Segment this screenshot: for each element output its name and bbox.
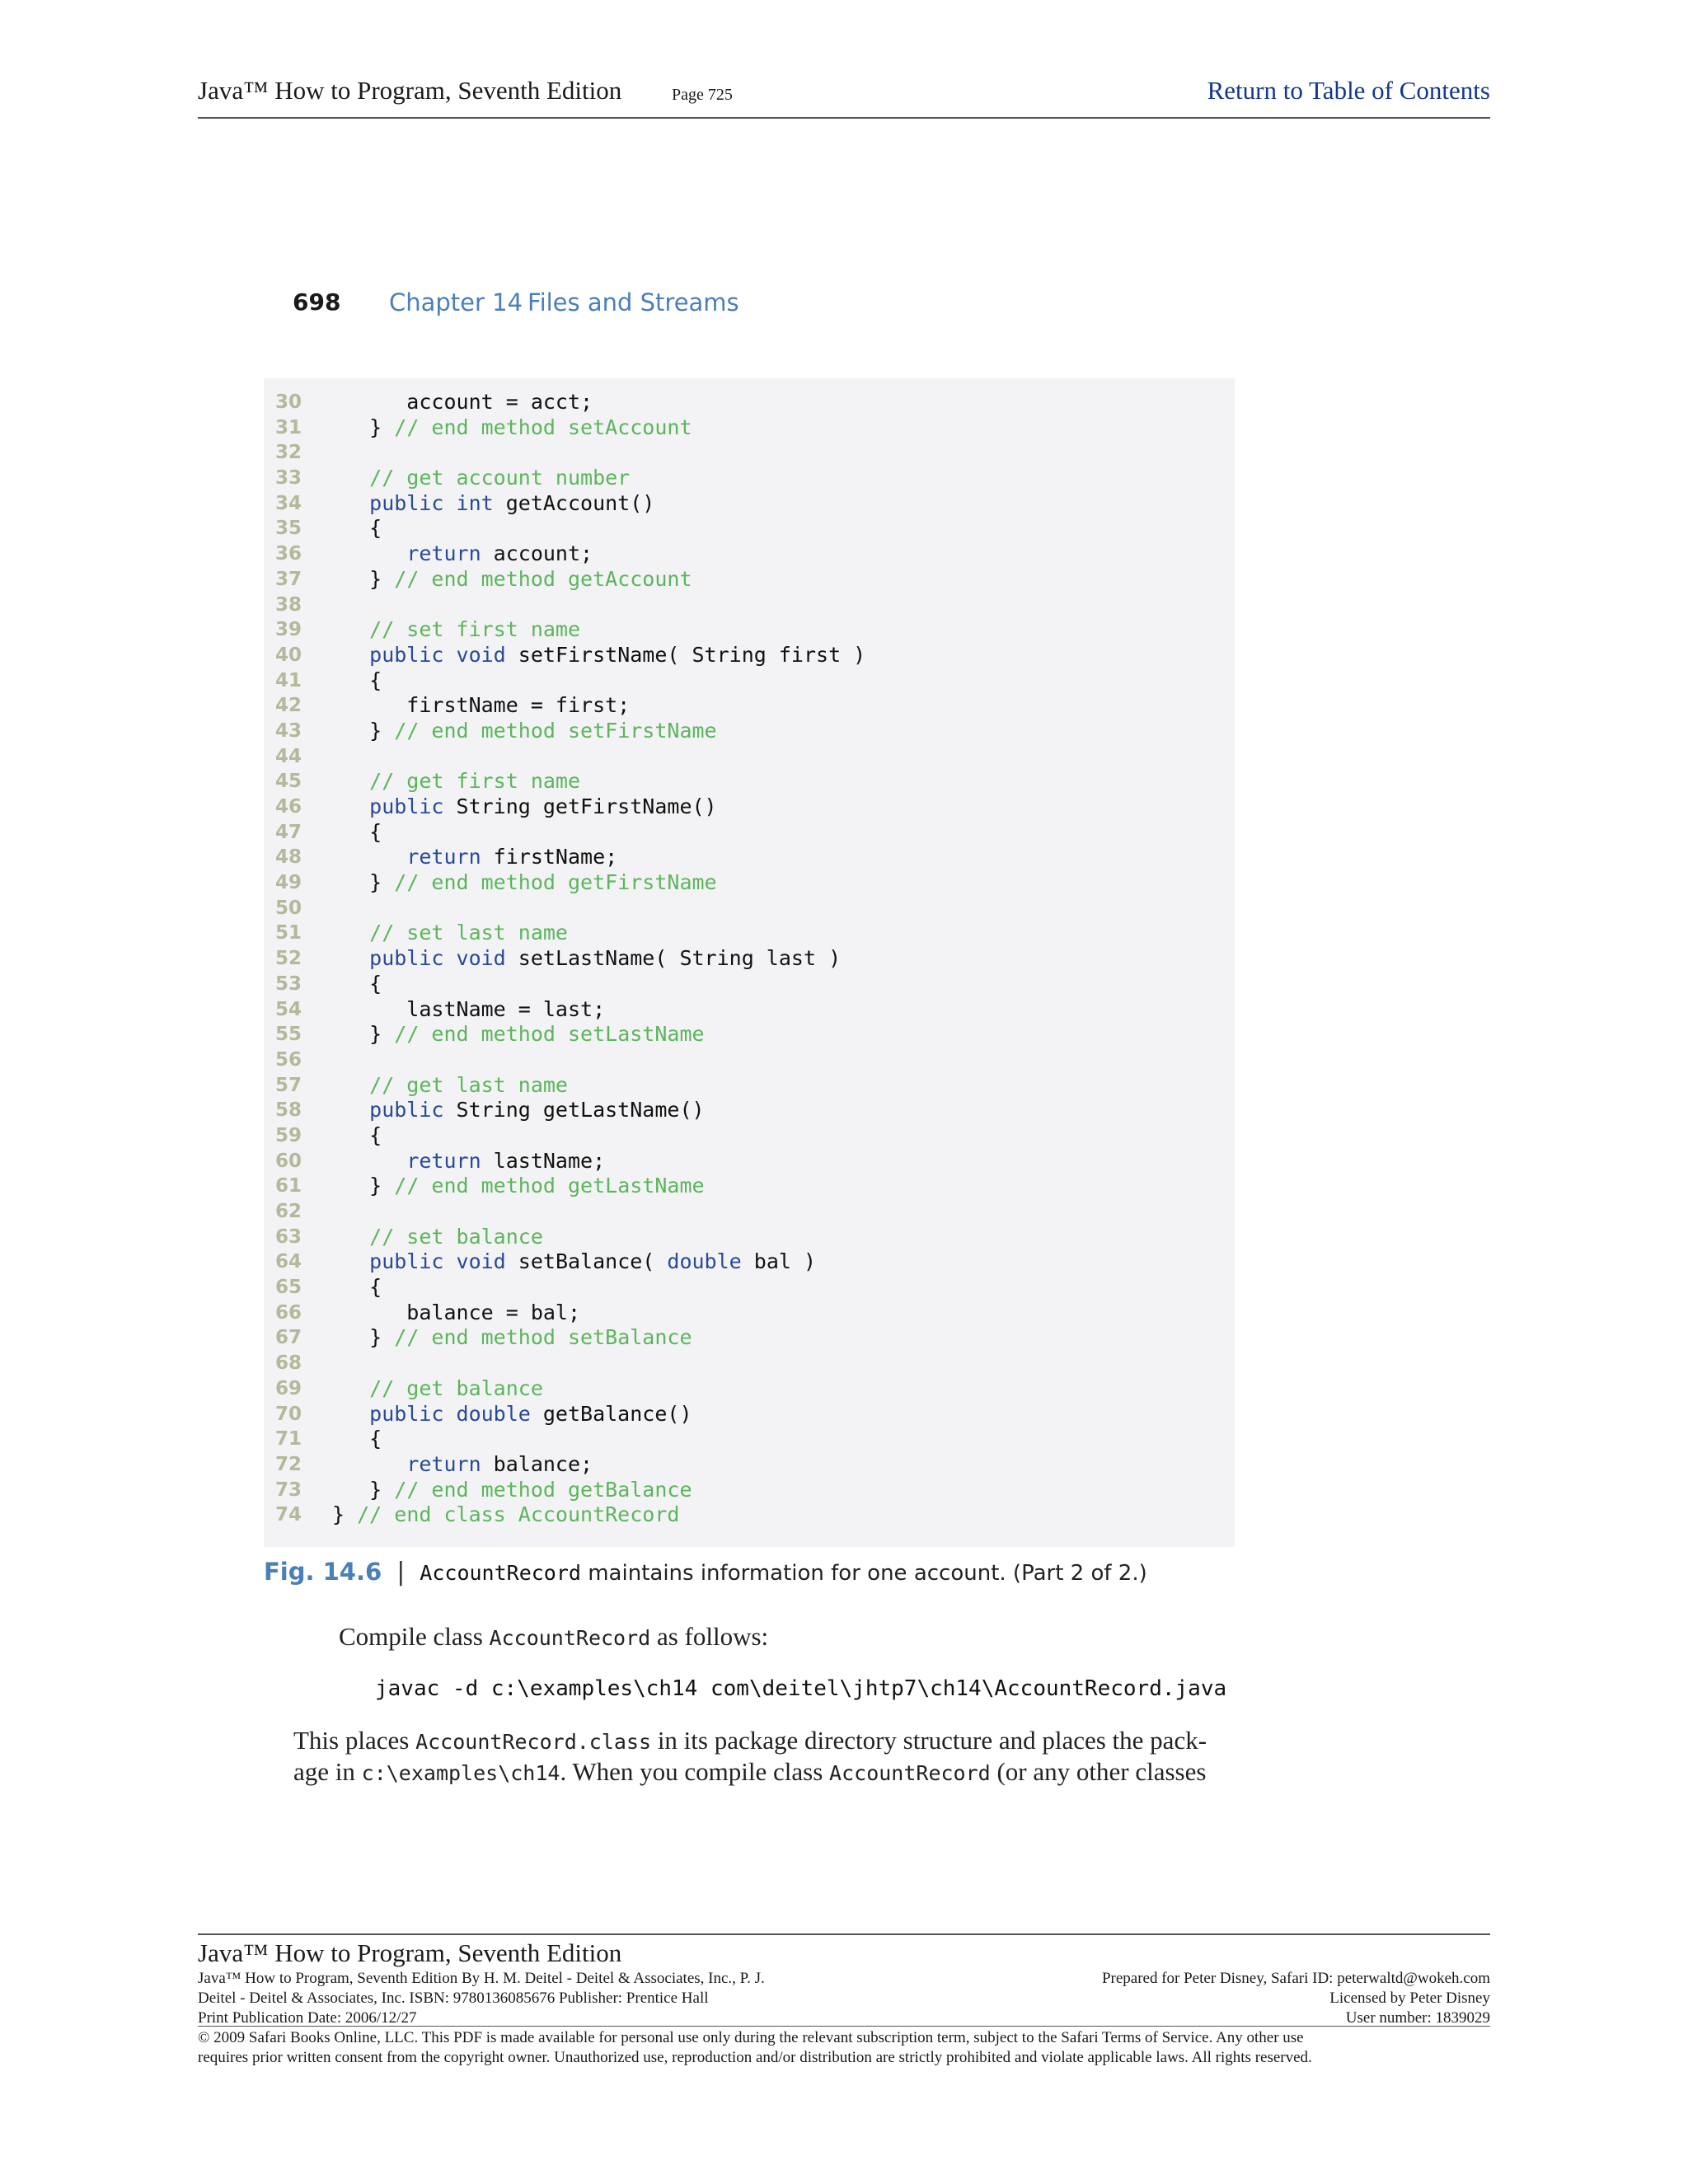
line-number: 64: [274, 1251, 302, 1273]
chapter-title: Files and Streams: [528, 288, 739, 316]
code-token: }: [332, 1477, 395, 1502]
line-number: 55: [274, 1024, 302, 1046]
code-token: String getLastName(): [443, 1098, 705, 1122]
code-token: {: [332, 1275, 382, 1300]
code-text: [332, 921, 568, 946]
code-keyword: public: [369, 794, 444, 818]
code-keyword: public double: [369, 1401, 531, 1426]
code-text: [332, 1073, 568, 1099]
code-text: [332, 617, 580, 643]
figure-caption: [264, 1558, 1147, 1586]
line-number: 47: [274, 821, 302, 843]
line-number: 60: [274, 1150, 302, 1172]
line-number: 38: [274, 593, 302, 616]
code-token: {: [332, 516, 382, 541]
code-token: {: [332, 1427, 382, 1451]
code-token: [332, 617, 369, 641]
code-token: [332, 769, 369, 793]
code-token: [332, 491, 369, 515]
inline-code: c:\examples\ch14: [361, 1761, 560, 1785]
line-number: 73: [274, 1479, 302, 1501]
code-keyword: return: [406, 845, 481, 869]
code-text: [332, 643, 865, 668]
line-number: 54: [274, 998, 302, 1020]
code-text: [332, 541, 593, 567]
line-number: 52: [274, 948, 302, 970]
code-text: [332, 415, 692, 441]
code-token: setLastName( String last ): [505, 946, 842, 971]
line-number: 33: [274, 467, 302, 490]
line-number: 40: [274, 644, 302, 666]
code-token: [332, 1376, 369, 1400]
code-comment: // end method getFirstName: [394, 870, 717, 895]
body-text-segment: . When you compile class: [560, 1757, 830, 1786]
caption-class-name: AccountRecord: [420, 1561, 581, 1585]
code-text: [332, 946, 841, 972]
code-token: firstName;: [481, 845, 618, 869]
code-text: [332, 1301, 580, 1326]
footer-copyright-line-2: requires prior written consent from the copyright owner. Unauthorized use, reproduction and/or distribution are strictly prohibited and violate applicable laws. All rights reserved.: [198, 2049, 1312, 2066]
code-token: account = acct;: [332, 390, 593, 414]
code-comment: // set balance: [369, 1224, 543, 1249]
code-token: [332, 1073, 369, 1097]
line-number: 58: [274, 1099, 302, 1122]
code-comment: // end method setFirstName: [394, 718, 717, 743]
line-number: 68: [274, 1352, 302, 1375]
footer-divider: [198, 2026, 1490, 2027]
code-text: [332, 466, 630, 491]
line-number: 35: [274, 518, 302, 540]
code-comment: // get balance: [369, 1376, 543, 1400]
code-text: [332, 516, 382, 541]
line-number: 48: [274, 846, 302, 869]
line-number: 56: [274, 1048, 302, 1071]
code-listing: [264, 378, 1235, 1547]
line-number: 43: [274, 719, 302, 742]
code-text: [332, 567, 692, 593]
page-header: [198, 76, 1490, 119]
code-token: }: [332, 1174, 395, 1198]
code-token: setFirstName( String first ): [505, 642, 866, 667]
code-text: [332, 972, 382, 997]
code-comment: // end class AccountRecord: [357, 1502, 680, 1527]
line-number: 46: [274, 796, 302, 818]
code-token: [332, 1402, 369, 1426]
code-token: }: [332, 1022, 395, 1047]
code-comment: // set last name: [369, 921, 568, 945]
code-token: [332, 643, 369, 667]
line-number: 72: [274, 1453, 302, 1475]
code-token: [332, 845, 406, 869]
code-keyword: public int: [369, 490, 494, 515]
code-token: [332, 1098, 369, 1122]
code-text: [332, 769, 580, 794]
body-text-segment: in its package directory structure and places the pack-: [651, 1726, 1207, 1755]
page-number: 698: [293, 288, 341, 316]
code-text: [332, 1249, 816, 1275]
inline-code: AccountRecord.class: [415, 1730, 652, 1754]
line-number: 34: [274, 492, 302, 514]
line-number: 66: [274, 1301, 302, 1324]
body-text-segment: Compile class: [339, 1622, 490, 1651]
return-to-toc-link[interactable]: Return to Table of Contents: [1207, 76, 1490, 105]
code-comment: // get last name: [369, 1072, 568, 1097]
code-token: [332, 794, 369, 818]
code-token: }: [332, 1502, 358, 1527]
code-text: [332, 1376, 543, 1402]
code-comment: // end method getBalance: [394, 1477, 692, 1502]
body-text-segment: This places: [293, 1726, 416, 1755]
line-number: 49: [274, 872, 302, 894]
code-token: }: [332, 718, 395, 743]
line-number: 44: [274, 745, 302, 767]
body-text-segment: as follows:: [650, 1622, 769, 1651]
page-footer: [198, 1933, 1490, 2066]
code-token: bal ): [741, 1249, 817, 1274]
code-comment: // get first name: [369, 769, 581, 794]
code-text: [332, 1225, 543, 1250]
code-text: [332, 820, 382, 846]
body-paragraph-2-line-1: [293, 1726, 1207, 1755]
code-keyword: return: [406, 541, 481, 566]
code-text: [332, 390, 593, 415]
code-comment: // set first name: [369, 617, 581, 642]
line-number: 50: [274, 897, 302, 919]
footer-book-title: Java™ How to Program, Seventh Edition: [198, 1938, 622, 1967]
code-token: lastName;: [481, 1148, 606, 1173]
code-keyword: double: [667, 1249, 742, 1274]
code-token: account;: [481, 541, 593, 566]
line-number: 42: [274, 695, 302, 717]
code-token: [332, 541, 406, 565]
code-token: {: [332, 971, 382, 996]
footer-prepared-for: Prepared for Peter Disney, Safari ID: peterwaltd@wokeh.com: [1101, 1970, 1490, 1987]
line-number: 36: [274, 543, 302, 565]
footer-citation-line-2: Deitel - Deitel & Associates, Inc. ISBN: 9780136085676 Publisher: Prentice Hall: [198, 1990, 709, 2007]
code-text: [332, 1123, 382, 1149]
code-text: [332, 1325, 692, 1351]
footer-licensed-by: Licensed by Peter Disney: [1329, 1990, 1490, 2007]
code-keyword: public void: [369, 946, 506, 971]
code-text: [332, 870, 717, 896]
line-number: 70: [274, 1403, 302, 1425]
code-text: [332, 1149, 605, 1174]
code-token: String getFirstName(): [443, 794, 717, 818]
code-token: [332, 1225, 369, 1249]
code-token: [332, 946, 369, 970]
body-paragraph-2-line-2: [293, 1757, 1206, 1787]
code-token: {: [332, 819, 382, 844]
footer-publication-date: Print Publication Date: 2006/12/27: [198, 2009, 417, 2027]
code-text: [332, 693, 630, 719]
line-number: 37: [274, 568, 302, 590]
code-token: [332, 1249, 369, 1273]
code-text: [332, 1427, 382, 1452]
code-token: {: [332, 1122, 382, 1147]
line-number: 45: [274, 771, 302, 793]
code-keyword: return: [406, 1451, 481, 1476]
code-keyword: public void: [369, 1249, 506, 1274]
code-token: }: [332, 566, 395, 591]
line-number: 31: [274, 416, 302, 438]
code-comment: // end method getAccount: [394, 566, 692, 591]
code-comment: // end method setLastName: [394, 1022, 705, 1047]
code-text: [332, 1402, 692, 1427]
line-number: 71: [274, 1428, 302, 1451]
code-text: [332, 719, 717, 744]
code-token: getAccount(): [493, 490, 655, 515]
body-text-segment: (or any other classes: [990, 1757, 1207, 1786]
code-comment: // get account number: [369, 466, 631, 490]
caption-text: maintains information for one account. (Part 2 of 2.): [580, 1561, 1147, 1586]
figure-number: Fig. 14.6: [264, 1558, 382, 1586]
code-text: [332, 845, 617, 870]
line-number: 53: [274, 972, 302, 995]
compile-command: javac -d c:\examples\ch14 com\deitel\jhtp7\ch14\AccountRecord.java: [375, 1676, 1227, 1701]
line-number: 63: [274, 1226, 302, 1248]
code-token: lastName = last;: [332, 996, 606, 1021]
code-token: [332, 921, 369, 944]
code-token: getBalance(): [530, 1401, 692, 1426]
code-token: [332, 466, 369, 490]
code-text: [332, 1174, 705, 1199]
code-text: [332, 1478, 692, 1503]
line-number: 61: [274, 1175, 302, 1197]
code-comment: // end method setBalance: [394, 1325, 692, 1350]
code-token: }: [332, 870, 395, 895]
line-number: 30: [274, 391, 302, 413]
body-text-segment: age in: [293, 1757, 362, 1786]
code-token: firstName = first;: [332, 693, 631, 718]
code-text: [332, 1452, 593, 1478]
body-paragraph-1: [339, 1622, 768, 1652]
code-token: balance;: [481, 1451, 593, 1476]
code-keyword: public: [369, 1098, 444, 1122]
code-text: [332, 1275, 382, 1301]
footer-user-number: User number: 1839029: [1345, 2009, 1490, 2027]
code-token: }: [332, 415, 395, 439]
code-token: [332, 1452, 406, 1476]
code-text: [332, 491, 654, 517]
footer-citation-line-1: Java™ How to Program, Seventh Edition By H. M. Deitel - Deitel & Associates, Inc., P. J.: [198, 1970, 765, 1987]
code-token: balance = bal;: [332, 1300, 581, 1324]
line-number: 51: [274, 922, 302, 944]
footer-copyright-line-1: © 2009 Safari Books Online, LLC. This PDF is made available for personal use only during the relevant subscription term, subject to the Safari Terms of Service. Any other use: [198, 2029, 1304, 2046]
code-token: setBalance(: [505, 1249, 668, 1274]
line-number: 67: [274, 1327, 302, 1349]
line-number: 62: [274, 1201, 302, 1222]
code-keyword: return: [406, 1148, 481, 1173]
code-keyword: public void: [369, 642, 506, 667]
inline-code: AccountRecord: [829, 1761, 991, 1785]
line-number: 41: [274, 669, 302, 691]
code-text: [332, 997, 605, 1023]
code-text: [332, 1502, 679, 1528]
chapter-label: Chapter 14: [389, 288, 523, 316]
code-text: [332, 794, 717, 820]
line-number: 32: [274, 442, 302, 464]
code-token: {: [332, 668, 382, 692]
line-number: 57: [274, 1074, 302, 1096]
code-token: [332, 1149, 406, 1173]
code-text: [332, 1022, 705, 1047]
line-number: 39: [274, 619, 302, 641]
inline-code: AccountRecord: [489, 1626, 651, 1650]
code-comment: // end method setAccount: [394, 415, 692, 439]
code-text: [332, 1098, 705, 1123]
code-token: }: [332, 1325, 395, 1350]
header-book-title: Java™ How to Program, Seventh Edition: [198, 76, 622, 105]
line-number: 69: [274, 1377, 302, 1399]
code-comment: // end method getLastName: [394, 1174, 705, 1198]
code-text: [332, 668, 382, 694]
line-number: 74: [274, 1504, 302, 1526]
line-number: 59: [274, 1124, 302, 1146]
line-number: 65: [274, 1277, 302, 1299]
caption-separator: |: [396, 1558, 406, 1586]
header-page-label: Page 725: [672, 86, 733, 104]
